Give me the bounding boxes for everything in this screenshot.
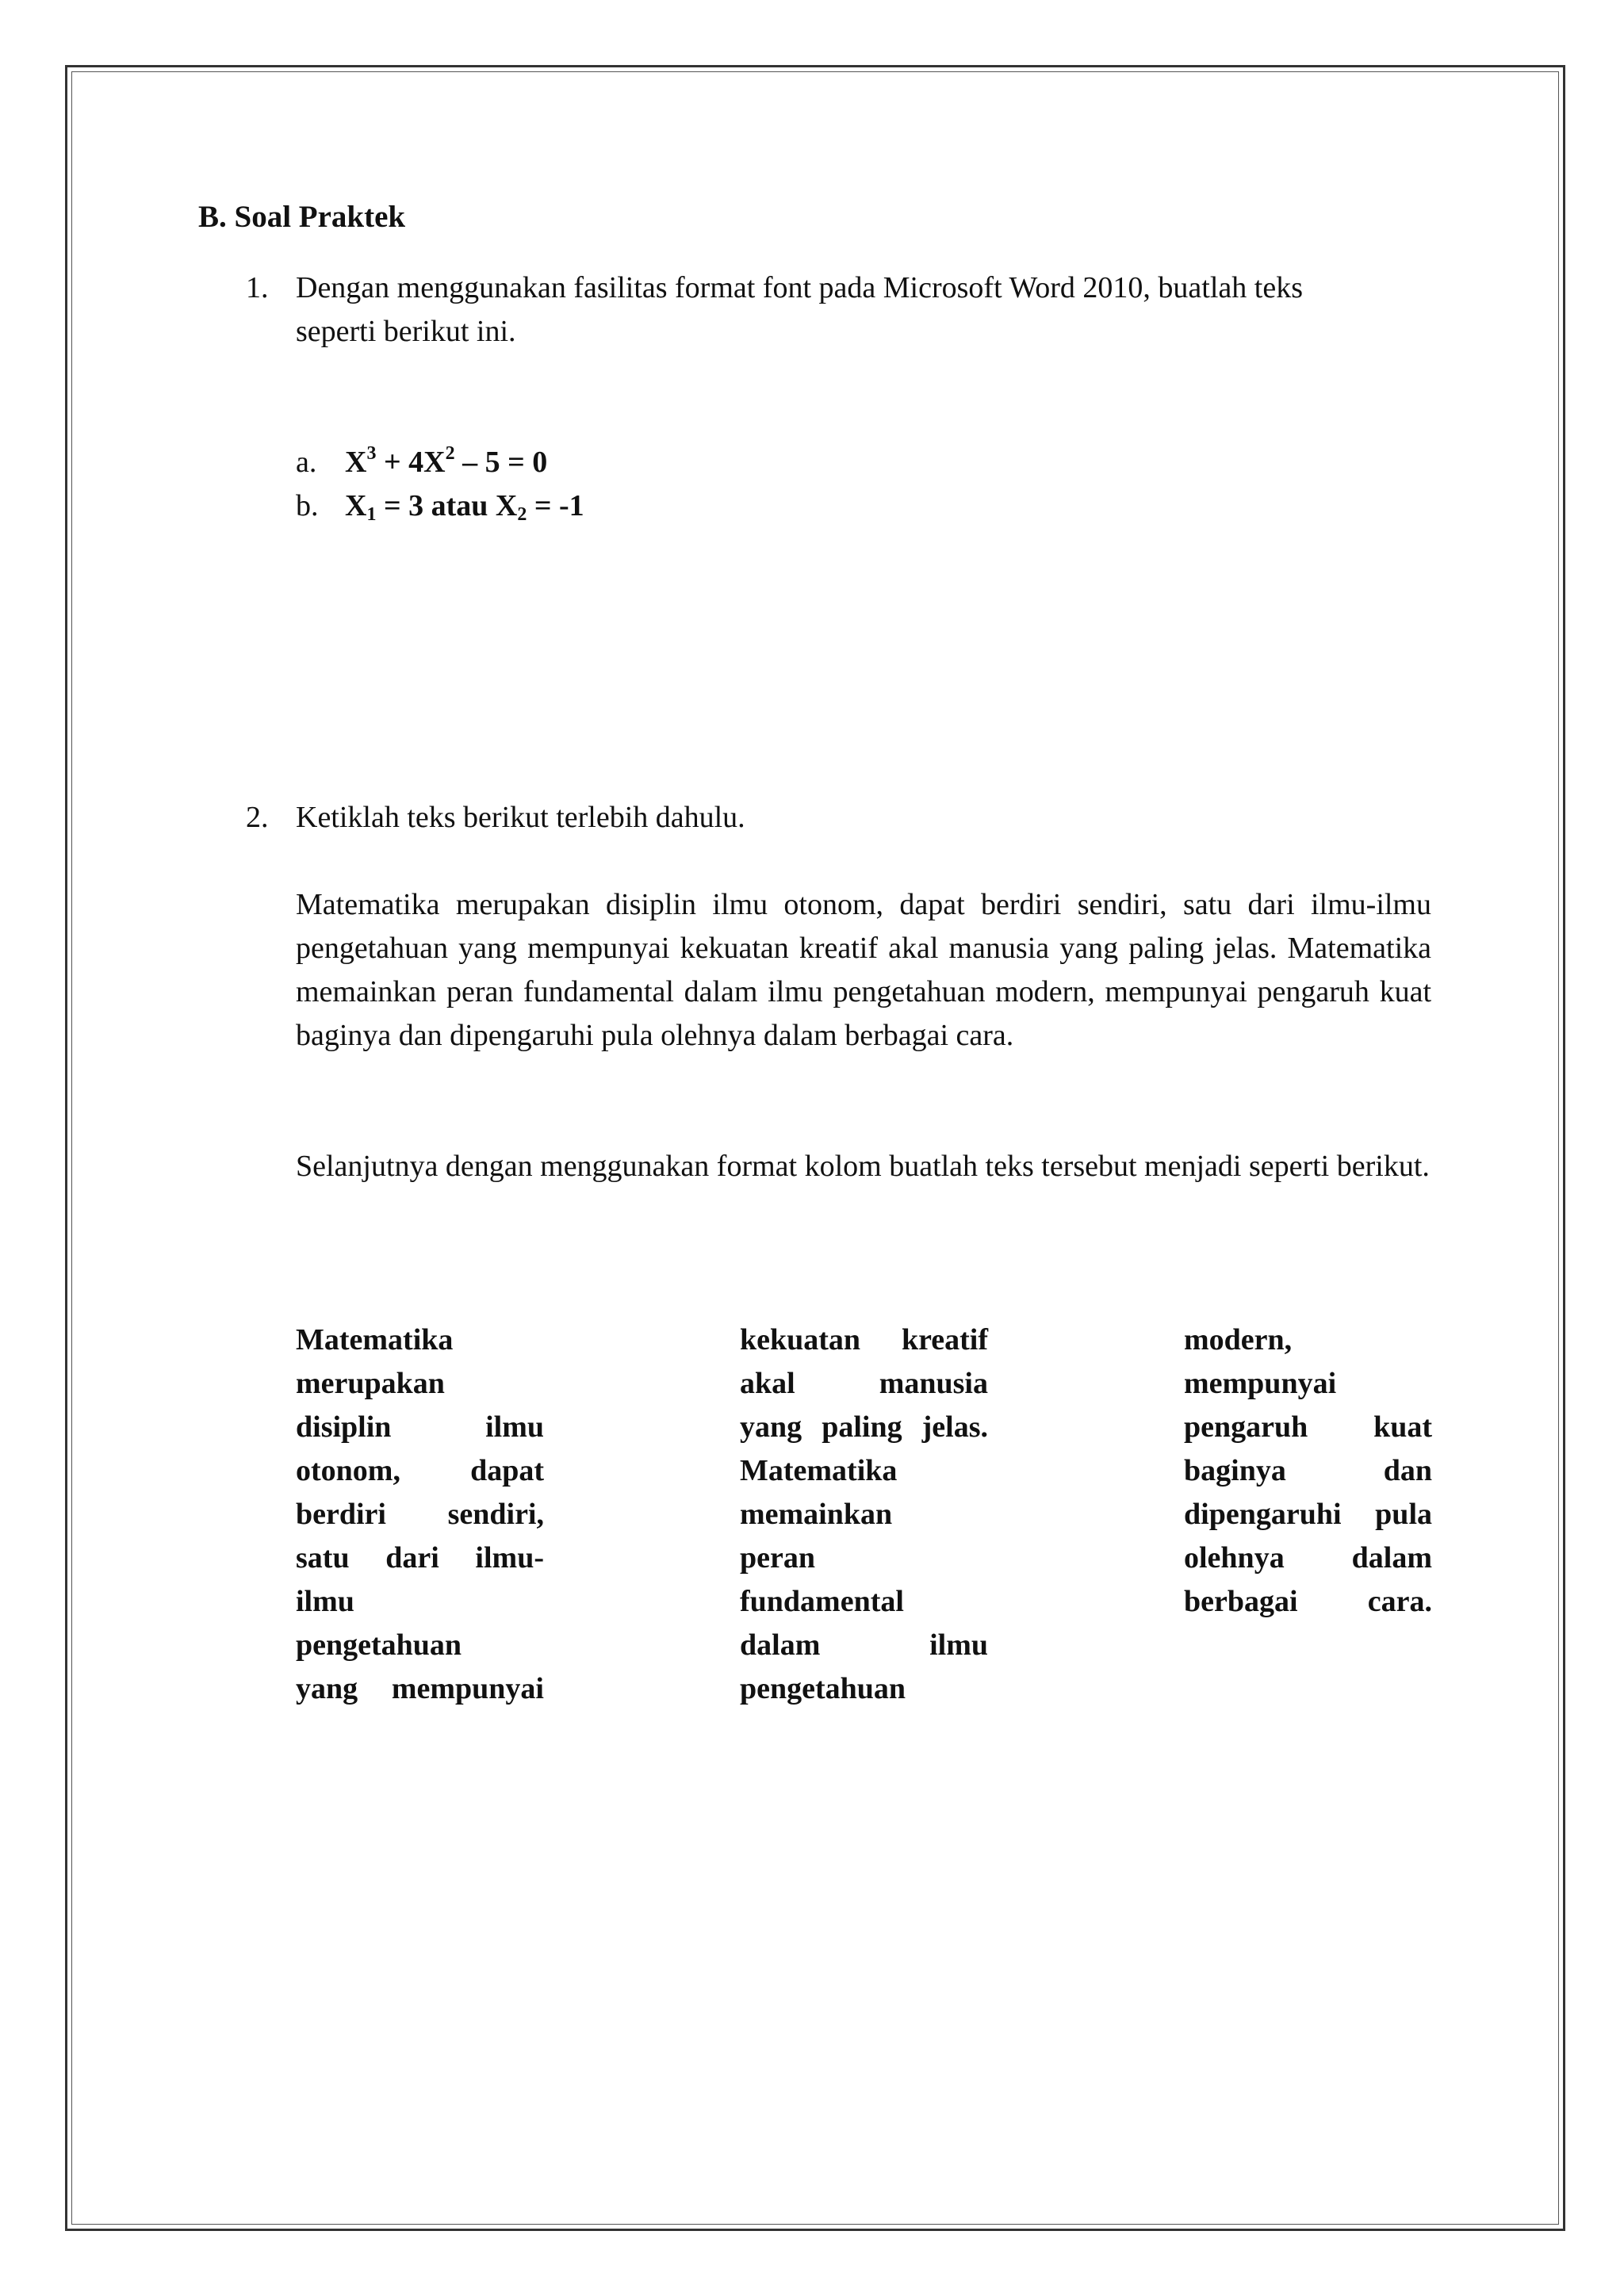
column-2-line: memainkan — [740, 1498, 893, 1531]
column-3-line: dipengaruhi pula — [1184, 1498, 1432, 1531]
column-1-line: otonom, dapat — [296, 1454, 544, 1487]
formula-a-part1: X — [345, 446, 367, 479]
formula-b-subscript-2: 2 — [517, 504, 527, 525]
column-3-line: baginya dan — [1184, 1454, 1432, 1487]
item-2-followup: Selanjutnya dengan menggunakan format kolom buatlah teks tersebut menjadi seperti berikut. — [296, 1150, 1430, 1183]
item-2-number: 2. — [246, 801, 269, 834]
column-3-line: modern, — [1184, 1323, 1293, 1357]
formula-a-exponent-1: 3 — [366, 443, 377, 464]
formula-b-part2: = 3 atau X — [376, 489, 518, 522]
column-1-line: merupakan — [296, 1367, 445, 1400]
column-1-line: pengetahuan — [296, 1628, 462, 1662]
item-2-paragraph: Matematika merupakan disiplin ilmu otonom, dapat berdiri sendiri, satu dari ilmu-ilmu pengetahuan yang mempunyai kekuatan kreatif akal manusia yang paling jelas. Matematika memainkan peran fundamental dalam ilmu pengetahuan modern, mempunyai pengaruh kuat baginya dan dipengaruhi pula olehnya dalam berbagai cara. — [296, 888, 1431, 1052]
column-2-line: yang paling jelas. — [740, 1410, 988, 1444]
formula-b-label: b. — [296, 489, 319, 522]
column-3-line: mempunyai — [1184, 1367, 1337, 1400]
section-heading: B. Soal Praktek — [198, 200, 406, 234]
formula-a-label: a. — [296, 446, 317, 479]
column-2-line: Matematika — [740, 1454, 898, 1487]
column-1-line: ilmu — [296, 1585, 354, 1618]
column-1-line: berdiri sendiri, — [296, 1498, 544, 1531]
column-2-line: dalam ilmu — [740, 1628, 988, 1662]
formula-b-part1: X — [345, 489, 367, 522]
column-1-line: Matematika — [296, 1323, 454, 1357]
item-1-number: 1. — [246, 271, 269, 304]
item-1-line-2: seperti berikut ini. — [296, 315, 516, 348]
item-2-instruction: Ketiklah teks berikut terlebih dahulu. — [296, 801, 745, 834]
column-1-line: satu dari ilmu- — [296, 1541, 544, 1575]
formula-b — [345, 484, 584, 528]
formula-a-part3: – 5 = 0 — [454, 446, 548, 479]
column-2 — [740, 1318, 988, 1711]
column-2-line: pengetahuan — [740, 1672, 906, 1705]
column-3-line: pengaruh kuat — [1184, 1410, 1432, 1444]
item-1-text — [296, 266, 1431, 354]
column-2-line: akal manusia — [740, 1367, 988, 1400]
column-1 — [296, 1318, 544, 1711]
column-1-line: yang mempunyai — [296, 1672, 544, 1705]
formula-a-part2: + 4X — [376, 446, 446, 479]
formula-b-subscript-1: 1 — [366, 504, 377, 525]
formula-a — [345, 441, 547, 484]
formula-a-exponent-2: 2 — [445, 443, 455, 464]
column-3-line: berbagai cara. — [1184, 1585, 1432, 1618]
item-1-line-1: Dengan menggunakan fasilitas format font pada Microsoft Word 2010, buatlah teks — [296, 271, 1303, 304]
column-3 — [1184, 1318, 1432, 1624]
column-2-line: peran — [740, 1541, 815, 1575]
column-1-line: disiplin ilmu — [296, 1410, 544, 1444]
formula-b-part3: = -1 — [527, 489, 584, 522]
column-2-line: fundamental — [740, 1585, 904, 1618]
column-2-line: kekuatan kreatif — [740, 1323, 988, 1357]
column-3-line: olehnya dalam — [1184, 1541, 1432, 1575]
